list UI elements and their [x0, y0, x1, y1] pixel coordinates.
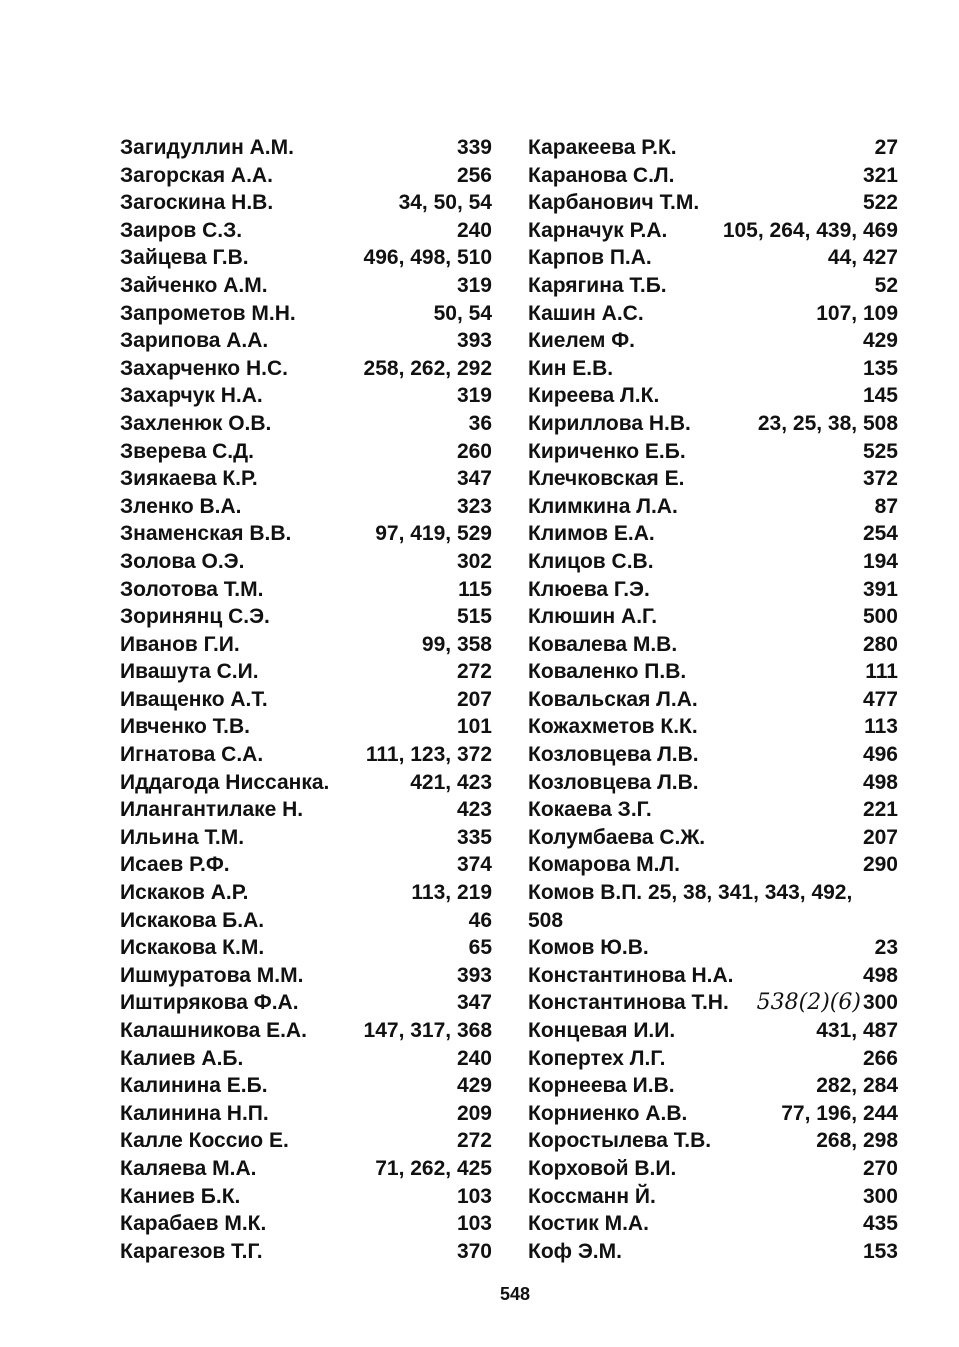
entry-name: Карбанович Т.М.	[528, 191, 700, 215]
entry-name: Корнеева И.В.	[528, 1074, 675, 1098]
entry-pages: 498	[862, 770, 898, 794]
index-entry	[528, 934, 898, 962]
index-entry	[528, 493, 898, 521]
entry-line	[528, 879, 898, 907]
entry-name: Комарова М.Л.	[528, 853, 681, 877]
index-entry	[120, 327, 492, 355]
entry-name: Ишмуратова М.М.	[120, 963, 304, 987]
index-entry	[120, 686, 492, 714]
index-entry	[120, 244, 492, 272]
entry-name: Комов Ю.В.	[528, 936, 649, 960]
entry-name: Знаменская В.В.	[120, 522, 292, 546]
index-entry	[120, 1238, 492, 1266]
entry-pages: 111	[865, 660, 898, 684]
entry-pages: 300	[862, 991, 898, 1015]
entry-name: Клюшин А.Г.	[528, 605, 658, 629]
index-entry	[528, 410, 898, 438]
entry-name: Клицов С.В.	[528, 549, 654, 573]
entry-name: Золова О.Э.	[120, 549, 245, 573]
index-entry	[120, 1155, 492, 1183]
index-entry	[528, 713, 898, 741]
entry-name: Копертех Л.Г.	[528, 1046, 666, 1070]
index-entry	[528, 272, 898, 300]
entry-pages: 107, 109	[816, 301, 898, 325]
entry-name: Карпов П.А.	[528, 246, 652, 270]
entry-pages: 339	[456, 136, 492, 159]
entry-pages: 435	[862, 1212, 898, 1236]
entry-name: Концевая И.И.	[528, 1019, 676, 1042]
index-entry	[528, 1017, 898, 1045]
index-entry	[528, 879, 898, 934]
entry-name: Кириллова Н.В.	[528, 411, 691, 435]
entry-name: Калинина Н.П.	[120, 1101, 269, 1125]
entry-pages: 335	[456, 825, 492, 849]
entry-pages: 65	[468, 936, 492, 960]
entry-pages: 254	[862, 522, 898, 546]
entry-pages: 372	[862, 467, 898, 491]
entry-pages: 347	[456, 467, 492, 491]
index-entry	[528, 769, 898, 797]
index-entry	[120, 851, 492, 879]
index-entry	[120, 493, 492, 521]
entry-name: Каниев Б.К.	[120, 1184, 241, 1208]
index-entry	[120, 1017, 492, 1045]
entry-name: Загидуллин А.М.	[120, 136, 294, 159]
entry-pages: 240	[456, 218, 492, 242]
entry-pages-group	[757, 989, 898, 1017]
entry-pages: 46	[468, 908, 492, 932]
entry-pages: 103	[456, 1184, 492, 1208]
entry-name: Иващенко А.Т.	[120, 687, 268, 711]
entry-name: Костик М.А.	[528, 1212, 649, 1236]
index-entry	[528, 217, 898, 245]
index-entry	[528, 244, 898, 272]
entry-name: Зайцева Г.В.	[120, 246, 249, 270]
entry-pages: 525	[862, 439, 898, 463]
entry-name: Карабаев М.К.	[120, 1212, 267, 1236]
index-entry	[528, 438, 898, 466]
index-entry	[120, 1127, 492, 1155]
index-entry	[120, 465, 492, 493]
entry-pages: 36	[468, 411, 492, 435]
entry-name: Киелем Ф.	[528, 329, 635, 353]
entry-pages: 260	[456, 439, 492, 463]
entry-pages: 323	[456, 494, 492, 518]
entry-name: Каранова С.Л.	[528, 163, 675, 187]
index-entry	[528, 300, 898, 328]
entry-pages: 209	[456, 1101, 492, 1125]
index-entry	[120, 741, 492, 769]
entry-pages: 99, 358	[421, 632, 492, 656]
entry-pages: 113	[864, 715, 898, 739]
entry-pages: 115	[458, 577, 492, 601]
entry-pages: 272	[456, 1129, 492, 1153]
entry-name: Каляева М.А.	[120, 1156, 257, 1180]
entry-pages: 25, 38, 341, 343, 492,	[647, 881, 853, 905]
index-entry	[528, 162, 898, 190]
index-entry	[120, 189, 492, 217]
entry-name: Захленюк О.В.	[120, 411, 272, 435]
entry-name: Искакова Б.А.	[120, 908, 265, 932]
entry-pages: 496	[862, 743, 898, 767]
entry-name: Запрометов М.Н.	[120, 301, 296, 325]
index-entry	[120, 989, 492, 1017]
index-entry	[120, 796, 492, 824]
index-entry	[120, 438, 492, 466]
entry-pages: 282, 284	[816, 1074, 898, 1098]
entry-pages: 135	[862, 356, 898, 380]
index-entry	[528, 796, 898, 824]
entry-pages: 393	[456, 963, 492, 987]
entry-pages: 393	[456, 329, 492, 353]
index-entry	[120, 272, 492, 300]
entry-pages: 113, 219	[411, 881, 492, 905]
index-entry	[120, 1072, 492, 1100]
entry-pages: 23	[874, 936, 898, 960]
index-entry	[120, 824, 492, 852]
entry-pages: 147, 317, 368	[363, 1019, 492, 1042]
index-entry	[528, 1210, 898, 1238]
entry-pages: 391	[862, 577, 898, 601]
entry-pages: 421, 423	[410, 770, 492, 794]
index-entry	[120, 382, 492, 410]
entry-pages: 302	[456, 549, 492, 573]
entry-name: Искаков А.Р.	[120, 881, 249, 905]
entry-pages: 374	[456, 853, 492, 877]
index-entry	[528, 603, 898, 631]
index-entry	[528, 382, 898, 410]
entry-pages: 221	[862, 798, 898, 822]
entry-pages: 44, 427	[827, 246, 898, 270]
entry-pages: 496, 498, 510	[363, 246, 492, 270]
entry-pages: 50, 54	[433, 301, 492, 325]
entry-name: Зарипова А.А.	[120, 329, 269, 353]
entry-name: Ивашута С.И.	[120, 660, 259, 684]
index-entry	[120, 1183, 492, 1211]
index-entry	[528, 1155, 898, 1183]
index-entry	[120, 603, 492, 631]
entry-pages: 71, 262, 425	[375, 1156, 492, 1180]
entry-name: Кин Е.В.	[528, 356, 614, 380]
entry-name: Ковальская Л.А.	[528, 687, 698, 711]
entry-pages: 207	[862, 825, 898, 849]
entry-name: Зверева С.Д.	[120, 439, 254, 463]
entry-pages: 27	[874, 136, 898, 159]
index-entry	[528, 355, 898, 383]
entry-name: Зленко В.А.	[120, 494, 242, 518]
entry-name: Ильина Т.М.	[120, 825, 245, 849]
index-entry	[528, 548, 898, 576]
index-entry	[528, 1045, 898, 1073]
index-entry	[528, 851, 898, 879]
index-column-left	[120, 134, 492, 1265]
index-entry	[528, 189, 898, 217]
entry-name: Илангантилаке Н.	[120, 798, 304, 822]
entry-name: Загоскина Н.В.	[120, 191, 274, 215]
entry-pages: 52	[874, 273, 898, 297]
entry-name: Карначук Р.А.	[528, 218, 668, 242]
entry-pages: 515	[456, 605, 492, 629]
index-entry	[528, 989, 898, 1017]
entry-pages: 319	[456, 384, 492, 408]
entry-name: Игнатова С.А.	[120, 743, 264, 767]
index-entry	[528, 1238, 898, 1266]
entry-name: Коссманн Й.	[528, 1184, 656, 1208]
entry-name: Иддагода Ниссанка.	[120, 770, 330, 794]
index-entry	[120, 576, 492, 604]
index-entry	[120, 769, 492, 797]
entry-name: Козловцева Л.В.	[528, 770, 699, 794]
index-entry	[120, 1045, 492, 1073]
index-entry	[528, 520, 898, 548]
index-entry	[120, 879, 492, 907]
entry-pages: 429	[862, 329, 898, 353]
entry-name: Искакова К.М.	[120, 936, 265, 960]
index-entry	[120, 410, 492, 438]
entry-pages: 429	[456, 1074, 492, 1098]
entry-name: Загорская А.А.	[120, 163, 273, 187]
entry-name: Захарченко Н.С.	[120, 356, 288, 380]
entry-pages: 319	[456, 273, 492, 297]
entry-name: Климов Е.А.	[528, 522, 655, 546]
index-entry	[528, 134, 898, 162]
entry-name: Климкина Л.А.	[528, 494, 678, 518]
entry-name: Иштирякова Ф.А.	[120, 991, 299, 1015]
entry-pages: 23, 25, 38, 508	[757, 411, 898, 435]
entry-name: Калашникова Е.А.	[120, 1019, 307, 1042]
index-entry	[528, 465, 898, 493]
entry-name: Исаев Р.Ф.	[120, 853, 230, 877]
entry-name: Зайченко А.М.	[120, 273, 268, 297]
index-entry	[120, 1100, 492, 1128]
entry-name: Корховой В.И.	[528, 1156, 677, 1180]
entry-name: Константинова Т.Н.	[528, 991, 729, 1015]
entry-pages: 280	[862, 632, 898, 656]
entry-name: Захарчук Н.А.	[120, 384, 263, 408]
entry-name: Каракеева Р.К.	[528, 136, 677, 159]
entry-name: Карагезов Т.Г.	[120, 1239, 263, 1263]
entry-pages: 268, 298	[816, 1129, 898, 1153]
entry-pages: 431, 487	[816, 1019, 898, 1042]
entry-pages: 500	[862, 605, 898, 629]
index-entry	[120, 713, 492, 741]
index-entry	[120, 134, 492, 162]
index-entry	[528, 631, 898, 659]
index-entry	[120, 217, 492, 245]
entry-pages: 207	[456, 687, 492, 711]
index-entry	[120, 1210, 492, 1238]
entry-name: Корниенко А.В.	[528, 1101, 688, 1125]
entry-name: Заиров С.З.	[120, 218, 243, 242]
entry-name: Коваленко П.В.	[528, 660, 687, 684]
index-entry	[120, 355, 492, 383]
entry-pages: 370	[456, 1239, 492, 1263]
entry-pages: 266	[862, 1046, 898, 1070]
handwritten-annotation: 538(2)(6)	[756, 990, 861, 1016]
entry-name: Иванов Г.И.	[120, 632, 240, 656]
index-entry	[120, 658, 492, 686]
entry-pages: 423	[456, 798, 492, 822]
entry-name: Карягина Т.Б.	[528, 273, 667, 297]
index-entry	[120, 520, 492, 548]
entry-pages-continuation: 508	[528, 908, 564, 932]
index-entry	[120, 907, 492, 935]
entry-pages: 101	[456, 715, 492, 739]
entry-name: Колумбаева С.Ж.	[528, 825, 706, 849]
index-entry	[528, 1127, 898, 1155]
entry-pages: 111, 123, 372	[365, 743, 492, 767]
entry-pages: 477	[862, 687, 898, 711]
entry-pages: 87	[874, 494, 898, 518]
page-number: 548	[499, 1284, 531, 1304]
index-entry	[528, 576, 898, 604]
entry-name: Ивченко Т.В.	[120, 715, 250, 739]
index-entry	[528, 824, 898, 852]
entry-pages: 321	[862, 163, 898, 187]
entry-pages: 153	[862, 1239, 898, 1263]
entry-name: Клюева Г.Э.	[528, 577, 650, 601]
entry-pages: 258, 262, 292	[363, 356, 492, 380]
entry-name: Кожахметов К.К.	[528, 715, 698, 739]
entry-pages: 256	[456, 163, 492, 187]
entry-pages: 270	[862, 1156, 898, 1180]
entry-name: Комов В.П.	[528, 881, 643, 905]
index-entry	[120, 962, 492, 990]
entry-pages: 498	[862, 963, 898, 987]
entry-name: Калинина Е.Б.	[120, 1074, 268, 1098]
entry-pages: 240	[456, 1046, 492, 1070]
index-entry	[528, 962, 898, 990]
index-entry	[528, 741, 898, 769]
index-entry	[120, 631, 492, 659]
entry-name: Ковалева М.В.	[528, 632, 678, 656]
entry-name: Козловцева Л.В.	[528, 743, 699, 767]
entry-pages: 300	[862, 1184, 898, 1208]
entry-name: Зоринянц С.Э.	[120, 605, 270, 629]
entry-pages: 145	[862, 384, 898, 408]
entry-pages: 272	[456, 660, 492, 684]
index-entry	[528, 327, 898, 355]
index-entry	[120, 162, 492, 190]
entry-name: Константинова Н.А.	[528, 963, 734, 987]
entry-name: Золотова Т.М.	[120, 577, 264, 601]
index-entry	[120, 300, 492, 328]
entry-pages: 522	[862, 191, 898, 215]
entry-pages: 347	[456, 991, 492, 1015]
index-entry	[120, 934, 492, 962]
entry-pages: 105, 264, 439, 469	[722, 218, 898, 242]
entry-pages: 34, 50, 54	[398, 191, 492, 215]
entry-name: Калиев А.Б.	[120, 1046, 244, 1070]
index-entry	[528, 686, 898, 714]
entry-pages: 290	[862, 853, 898, 877]
index-entry	[528, 1072, 898, 1100]
entry-name: Зиякаева К.Р.	[120, 467, 258, 491]
entry-pages: 103	[456, 1212, 492, 1236]
entry-pages: 194	[862, 549, 898, 573]
entry-name: Клечковская Е.	[528, 467, 685, 491]
index-entry	[120, 548, 492, 576]
index-column-right	[528, 134, 898, 1265]
entry-name: Калле Коссио Е.	[120, 1129, 289, 1153]
entry-name: Киреева Л.К.	[528, 384, 660, 408]
entry-name: Коф Э.М.	[528, 1239, 622, 1263]
entry-pages: 77, 196, 244	[781, 1101, 898, 1125]
index-entry	[528, 1100, 898, 1128]
entry-name: Кириченко Е.Б.	[528, 439, 686, 463]
index-entry	[528, 1183, 898, 1211]
entry-name: Коростылева Т.В.	[528, 1129, 712, 1153]
entry-name: Кашин А.С.	[528, 301, 644, 325]
entry-pages: 97, 419, 529	[375, 522, 492, 546]
index-entry	[528, 658, 898, 686]
entry-name: Кокаева З.Г.	[528, 798, 652, 822]
